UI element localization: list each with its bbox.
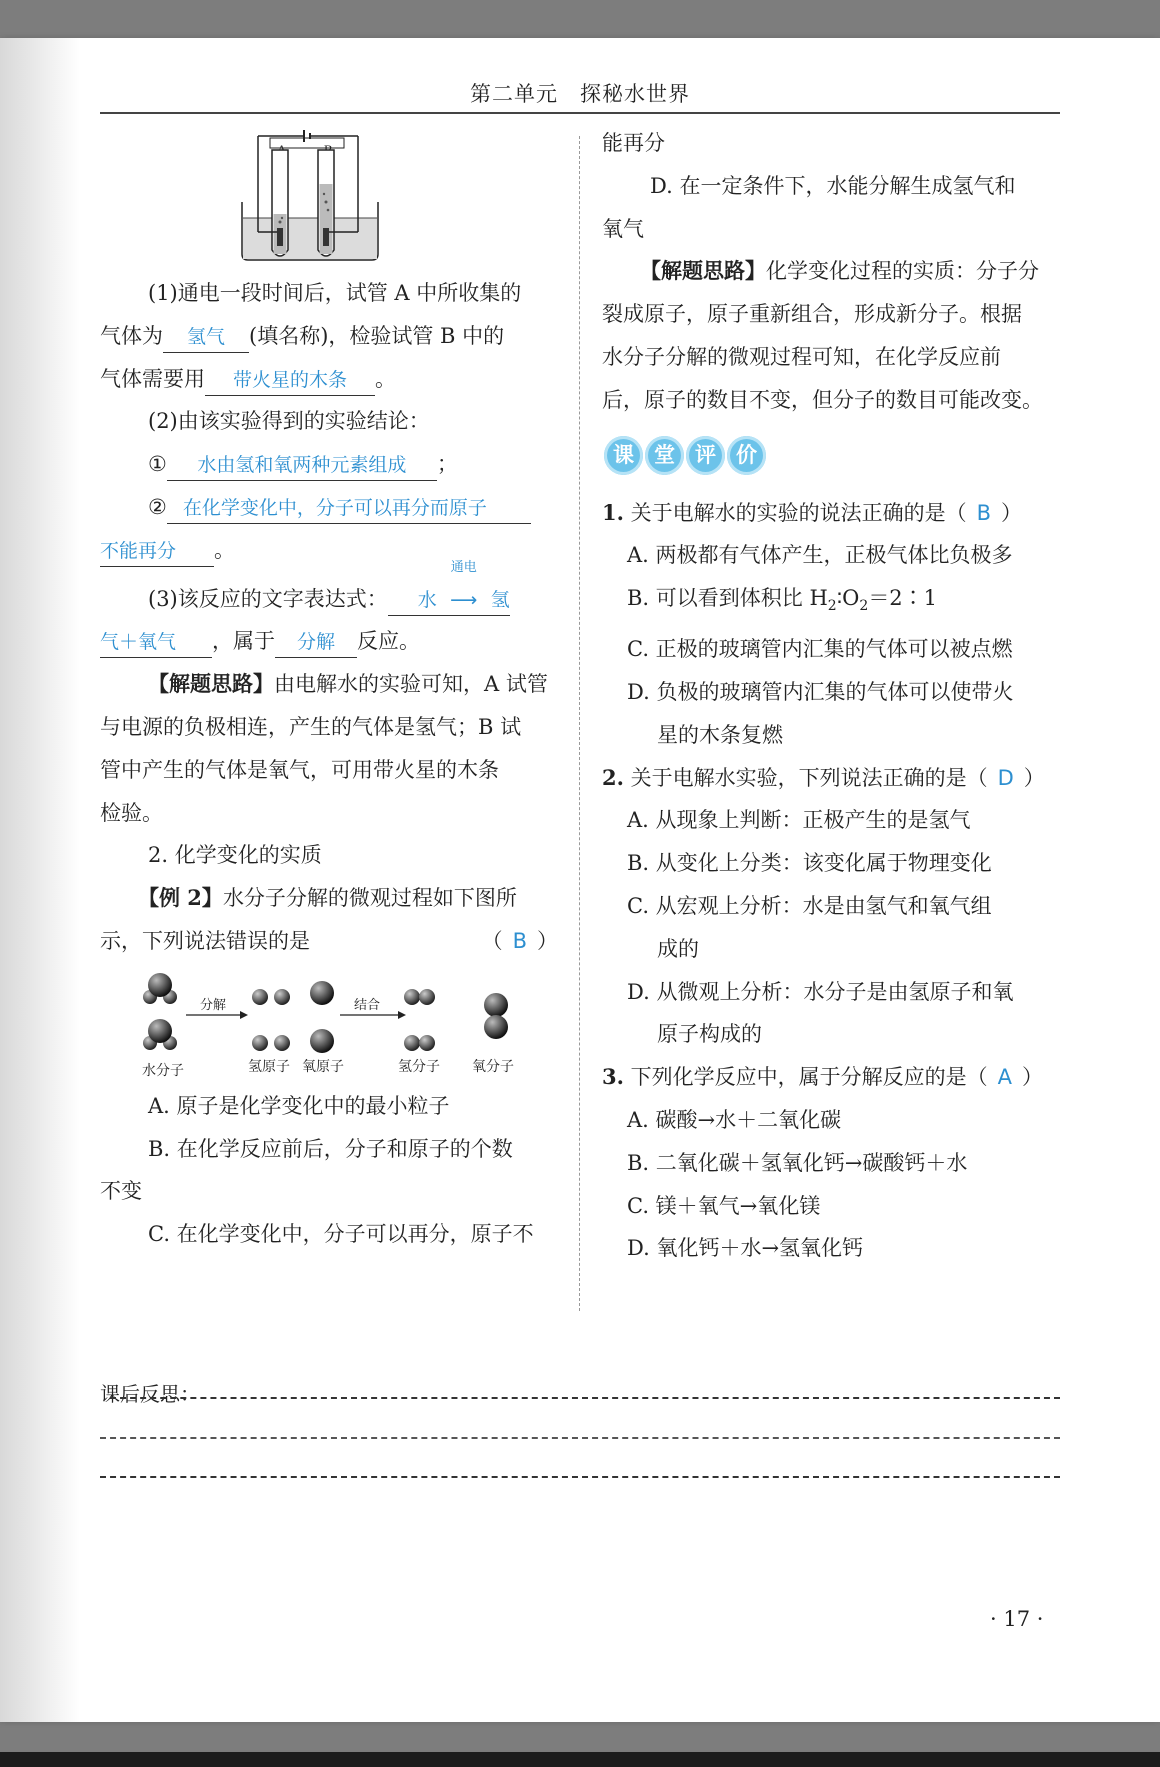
class-evaluation-banner: [602, 428, 1062, 484]
thinking-2-text1: 化学变化过程的实质：分子分: [766, 259, 1039, 284]
answer-blank-equation-1: [388, 559, 510, 616]
q2-line: (2)由该实验得到的实验结论：: [148, 409, 430, 434]
thinking-2-line1: [602, 250, 1062, 293]
example-2-line2: [100, 920, 558, 963]
label-oxygen-atom: 氧原子: [302, 1058, 344, 1075]
thinking-1-line1: [100, 663, 558, 706]
q1b-sub2: 2: [859, 598, 869, 615]
label-water-molecule: 水分子: [142, 1062, 184, 1079]
question-1: [602, 492, 1062, 535]
page-number: · 17 ·: [990, 1607, 1044, 1631]
q3-line1: [100, 559, 558, 621]
q1b-sub1: 2: [827, 598, 837, 615]
oxygen-atoms: [310, 981, 334, 1053]
electrolysis-apparatus-figure: [240, 122, 380, 272]
question-3-close: ）: [1022, 1065, 1043, 1090]
question-1-option-b: [602, 577, 1062, 628]
question-3-option-a: A. 碳酸→水＋二氧化碳: [627, 1107, 842, 1132]
question-2: [602, 757, 1062, 800]
water-decomposition-diagram: [140, 967, 520, 1085]
reflection-line-1: [110, 1397, 1060, 1399]
example-2-option-b-line1: B. 在化学反应前后，分子和原子的个数: [148, 1136, 513, 1161]
water-molecule-1: [143, 973, 177, 1004]
question-1-option-d-line2: 星的木条复燃: [657, 722, 783, 747]
label-hydrogen-atom: 氢原子: [248, 1058, 290, 1075]
q1b-mid: ∶O: [836, 586, 860, 611]
q3-pre: (3)该反应的文字表达式：: [148, 586, 388, 611]
conclusion-1: [100, 443, 558, 486]
paren-close: ）: [537, 928, 558, 953]
question-3-number: 3.: [602, 1064, 624, 1090]
question-3-option-c: C. 镁＋氧气→氧化镁: [627, 1193, 821, 1218]
question-1-close: ）: [1001, 500, 1023, 525]
answer-blank-conclusion-2b: 不能再分: [100, 536, 214, 567]
thinking-2-line3: 水分子分解的微观过程可知，在化学反应前: [602, 344, 1001, 369]
banner-circles: [604, 436, 766, 475]
running-header: 第二单元 探秘水世界: [470, 82, 690, 106]
q1-line2-pre: 气体为: [100, 323, 163, 348]
question-2-option-c-line2: 成的: [657, 936, 699, 961]
question-1-number: 1.: [602, 499, 624, 525]
question-2-answer: D: [997, 765, 1014, 790]
question-2-number: 2.: [602, 764, 624, 790]
column-divider: [579, 136, 580, 1311]
answer-blank-reaction-type: 分解: [275, 627, 357, 658]
example-2-label: 【例 2】: [138, 885, 223, 911]
reflection-line-2: [100, 1437, 1060, 1439]
arrow-label-combine: 结合: [354, 997, 381, 1013]
banner-char-2: 堂: [645, 436, 684, 475]
thinking-2-line2: 裂成原子，原子重新组合，形成新分子。根据: [602, 302, 1022, 327]
bottom-edge: [0, 1752, 1160, 1767]
example-2-option-d-line1: D. 在一定条件下，水能分解生成氢气和: [650, 173, 1016, 198]
banner-char-1: 课: [604, 436, 643, 475]
question-2-option-d-line2: 原子构成的: [657, 1022, 762, 1047]
question-1-text: 关于电解水的实验的说法正确的是（: [630, 500, 967, 525]
example-2-answer-paren: [482, 920, 558, 963]
question-1-option-c: C. 正极的玻璃管内汇集的气体可以被点燃: [627, 637, 1013, 662]
question-2-text: 关于电解水实验，下列说法正确的是（: [630, 765, 988, 790]
reflection-label: 课后反思：: [100, 1382, 200, 1406]
eq-condition: 通电: [450, 559, 477, 575]
thinking-1-line2: 与电源的负极相连，产生的气体是氢气；B 试: [100, 714, 522, 739]
example-2-option-a: A. 原子是化学变化中的最小粒子: [148, 1093, 450, 1118]
question-1-option-a: A. 两极都有气体产生，正极气体比负极多: [627, 543, 1013, 568]
example-2-option-d-line2: 氧气: [602, 216, 644, 241]
q3-end: 反应。: [357, 629, 420, 654]
oxygen-molecule: [484, 993, 508, 1039]
q3-line2: [100, 620, 558, 663]
hydrogen-atoms: [252, 989, 290, 1051]
answer-blank-test-b: 带火星的木条: [205, 365, 375, 396]
eq-arrow: [437, 559, 491, 615]
example-2-answer: B: [512, 928, 527, 953]
answer-blank-conclusion-1: 水由氢和氧两种元素组成: [167, 450, 437, 481]
thinking-1-text1: 由电解水的实验可知，A 试管: [274, 672, 548, 697]
question-2-option-b: B. 从变化上分类：该变化属于物理变化: [627, 851, 992, 876]
question-2-close: ）: [1023, 765, 1045, 790]
hydrogen-molecule-1: [404, 989, 435, 1005]
conclusion-1-marker: ①: [148, 452, 167, 477]
right-column: [602, 122, 1062, 1270]
thinking-label: 【解题思路】: [148, 671, 274, 697]
question-3-text: 下列化学反应中，属于分解反应的是（: [630, 1065, 988, 1090]
q1-line2-post: (填名称)，检验试管 B 中的: [249, 323, 505, 348]
thinking-1-line3: 管中产生的气体是氧气，可用带火星的木条: [100, 757, 499, 782]
example-2-line1: [100, 877, 558, 920]
question-1-answer: B: [976, 500, 992, 525]
eq-hydrogen-start: 氢: [490, 588, 510, 611]
reflection-line-3: [100, 1476, 1060, 1478]
banner-char-4: 价: [727, 436, 766, 475]
option-c-continuation: 能再分: [602, 131, 665, 155]
eq-arrow-glyph: ⟶: [450, 588, 478, 611]
banner-char-3: 评: [686, 436, 725, 475]
q1-line1: (1)通电一段时间后，试管 A 中所收集的: [148, 281, 522, 305]
answer-blank-conclusion-2a: 在化学变化中，分子可以再分而原子: [167, 493, 531, 524]
example-2-text1: 水分子分解的微观过程如下图所: [222, 886, 517, 911]
question-3-option-b: B. 二氧化碳＋氢氧化钙→碳酸钙＋水: [627, 1150, 968, 1175]
question-2-option-d-line1: D. 从微观上分析：水分子是由氢原子和氧: [627, 979, 1014, 1004]
arrow-label-decompose: 分解: [200, 997, 227, 1013]
example-2-option-c: C. 在化学变化中，分子可以再分，原子不: [148, 1222, 534, 1247]
answer-blank-equation-2: 气＋氧气: [100, 627, 212, 658]
water-molecule-2: [143, 1019, 177, 1050]
eq-water: 水: [417, 588, 437, 611]
question-3-option-d: D. 氧化钙＋水→氢氧化钙: [627, 1236, 864, 1261]
question-3-answer: A: [997, 1065, 1012, 1090]
label-hydrogen-molecule: 氢分子: [398, 1058, 440, 1075]
example-2-option-b-line2: 不变: [100, 1179, 142, 1204]
section-2-title: 2. 化学变化的实质: [148, 843, 322, 868]
question-2-option-c-line1: C. 从宏观上分析：水是由氢气和氧气组: [627, 893, 992, 918]
question-2-option-a: A. 从现象上判断：正极产生的是氢气: [627, 808, 971, 833]
conclusion-2-marker: ②: [148, 494, 167, 519]
hydrogen-molecule-2: [404, 1035, 435, 1051]
label-oxygen-molecule: 氧分子: [472, 1058, 514, 1075]
question-1-option-d-line1: D. 负极的玻璃管内汇集的气体可以使带火: [627, 679, 1014, 704]
conclusion-2: [100, 486, 558, 529]
page-edge-shadow: [0, 38, 80, 1722]
q1b-post: ＝2∶1: [868, 586, 938, 611]
answer-blank-gas-a: 氢气: [163, 322, 249, 353]
q1-line3-post: 。: [375, 366, 396, 391]
left-column: [100, 122, 558, 1256]
question-3: [602, 1056, 1062, 1099]
q1-line2: [100, 315, 558, 358]
paren-open: （: [481, 928, 503, 953]
thinking-2-line4: 后，原子的数目不变，但分子的数目可能改变。: [602, 387, 1043, 412]
thinking-1-line4: 检验。: [100, 800, 163, 825]
header-rule: [100, 112, 1060, 114]
q1b-pre: B. 可以看到体积比 H: [627, 586, 828, 611]
thinking-2-label: 【解题思路】: [640, 258, 766, 284]
conclusion-2-end: 。: [214, 537, 235, 562]
q1-line3-pre: 气体需要用: [100, 366, 205, 391]
q3-mid: ，属于: [212, 629, 275, 654]
example-2-text2: 示，下列说法错误的是: [100, 928, 310, 953]
conclusion-1-end: ；: [436, 452, 458, 477]
q1-line3: [100, 358, 558, 401]
